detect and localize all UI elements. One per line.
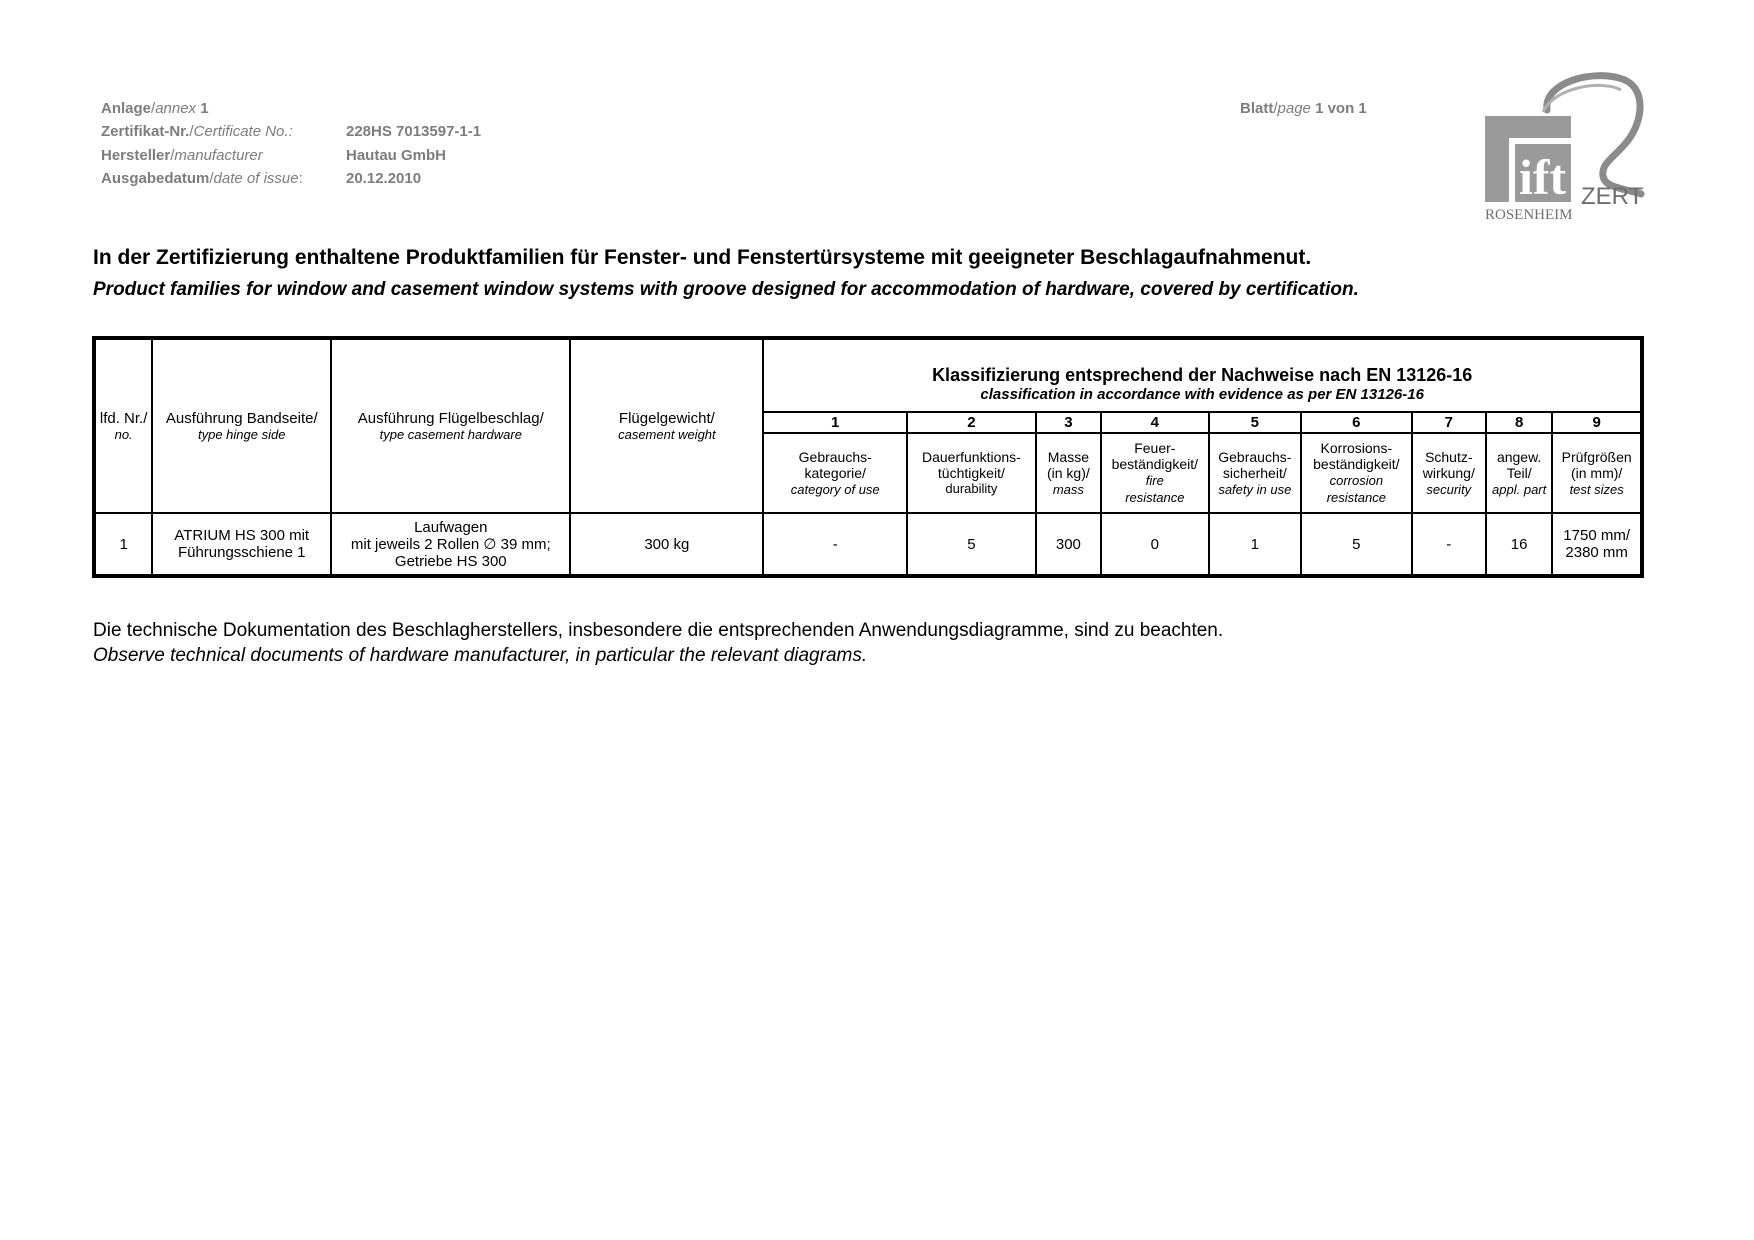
classification-title-de: Klassifizierung entsprechend der Nachweise nach EN 13126-16 — [932, 365, 1473, 385]
logo-mark: ift — [1519, 149, 1567, 205]
cell-category-of-use: - — [763, 513, 907, 576]
cell-hinge-side: ATRIUM HS 300 mit Führungsschiene 1 — [152, 513, 331, 576]
col-header-casement-hardware: Ausführung Flügelbeschlag/ type casement hardware — [331, 338, 570, 513]
header-date: Ausgabedatum/date of issue: 20.12.2010 — [101, 170, 422, 187]
class-header-test-sizes: Prüfgrößen (in mm)/ test sizes — [1552, 433, 1642, 513]
manufacturer-name: Hautau GmbH — [346, 147, 447, 164]
cell-test-sizes: 1750 mm/ 2380 mm — [1552, 513, 1642, 576]
certificate-label-en: Certificate No.: — [193, 123, 293, 140]
logo-zert: ZERT — [1581, 183, 1644, 210]
logo-city: ROSENHEIM — [1485, 207, 1573, 223]
cell-casement-hardware: Laufwagen mit jeweils 2 Rollen ∅ 39 mm; Getriebe HS 300 — [331, 513, 570, 576]
class-header-applied-part: angew. Teil/ appl. part — [1486, 433, 1552, 513]
class-number: 3 — [1036, 412, 1101, 433]
annex-label-en: annex — [155, 100, 197, 117]
class-number: 4 — [1101, 412, 1209, 433]
classification-title-en: classification in accordance with evidence as per EN 13126-16 — [980, 386, 1424, 403]
class-number: 2 — [907, 412, 1036, 433]
header-certificate: Zertifikat-Nr./Certificate No.: 228HS 7013597-1-1 — [101, 123, 482, 140]
certificate-label-de: Zertifikat-Nr. — [101, 123, 190, 140]
class-header-safety-in-use: Gebrauchs- sicherheit/ safety in use — [1209, 433, 1301, 513]
cell-applied-part: 16 — [1486, 513, 1552, 576]
col-header-hinge-side: Ausführung Bandseite/ type hinge side — [152, 338, 331, 513]
cell-fire-resistance: 0 — [1101, 513, 1209, 576]
certificate-number: 228HS 7013597-1-1 — [346, 123, 482, 140]
cell-security: - — [1412, 513, 1486, 576]
class-number: 8 — [1486, 412, 1552, 433]
cell-mass: 300 — [1036, 513, 1101, 576]
note-english: Observe technical documents of hardware manufacturer, in particular the relevant diagrams. — [93, 645, 868, 666]
annex-label-de: Anlage — [101, 100, 152, 117]
class-header-fire-resistance: Feuer- beständigkeit/ fire resistance — [1101, 433, 1209, 513]
annex-value: 1 — [200, 100, 209, 117]
issue-date: 20.12.2010 — [346, 170, 422, 187]
cell-corrosion-resistance: 5 — [1301, 513, 1412, 576]
class-header-durability: Dauerfunktions- tüchtigkeit/ durability — [907, 433, 1036, 513]
class-number: 5 — [1209, 412, 1301, 433]
manufacturer-label-de: Hersteller — [101, 147, 171, 164]
class-header-security: Schutz- wirkung/ security — [1412, 433, 1486, 513]
page-value: 1 von 1 — [1315, 100, 1367, 117]
manufacturer-label-en: manufacturer — [174, 147, 263, 164]
table-header-row-1 — [94, 338, 1642, 412]
cell-casement-weight: 300 kg — [570, 513, 763, 576]
page-indicator: Blatt/page 1 von 1 — [1240, 100, 1367, 117]
classification-header — [763, 338, 1642, 412]
page-label-en: page — [1277, 100, 1311, 117]
table-row — [94, 513, 1642, 576]
title-german: In der Zertifizierung enthaltene Produktfamilien für Fenster- und Fenstertürsysteme mit geeigneter Beschlagaufnahmenut. — [93, 246, 1312, 269]
class-number: 7 — [1412, 412, 1486, 433]
class-header-corrosion-resistance: Korrosions- beständigkeit/ corrosion resistance — [1301, 433, 1412, 513]
cell-no: 1 — [94, 513, 152, 576]
date-label-de: Ausgabedatum — [101, 170, 210, 187]
col-header-no: lfd. Nr./ no. — [94, 338, 152, 513]
cell-safety-in-use: 1 — [1209, 513, 1301, 576]
class-header-category-of-use: Gebrauchs- kategorie/ category of use — [763, 433, 907, 513]
col-header-casement-weight: Flügelgewicht/ casement weight — [570, 338, 763, 513]
header-manufacturer: Hersteller/manufacturer Hautau GmbH — [101, 147, 447, 164]
class-header-mass: Masse (in kg)/ mass — [1036, 433, 1101, 513]
class-number: 6 — [1301, 412, 1412, 433]
date-label-en: date of issue — [213, 170, 299, 187]
cell-durability: 5 — [907, 513, 1036, 576]
note-german: Die technische Dokumentation des Beschlagherstellers, insbesondere die entsprechenden Anwendungsdiagramme, sind zu beachten. — [93, 620, 1224, 641]
ift-zert-logo — [1485, 72, 1647, 224]
class-number: 1 — [763, 412, 907, 433]
title-english: Product families for window and casement window systems with groove designed for accommodation of hardware, covered by certification. — [93, 279, 1359, 300]
class-number: 9 — [1552, 412, 1642, 433]
page-label-de: Blatt — [1240, 100, 1274, 117]
certification-table — [92, 336, 1644, 578]
header-annex: Anlage/annex 1 — [101, 100, 209, 117]
